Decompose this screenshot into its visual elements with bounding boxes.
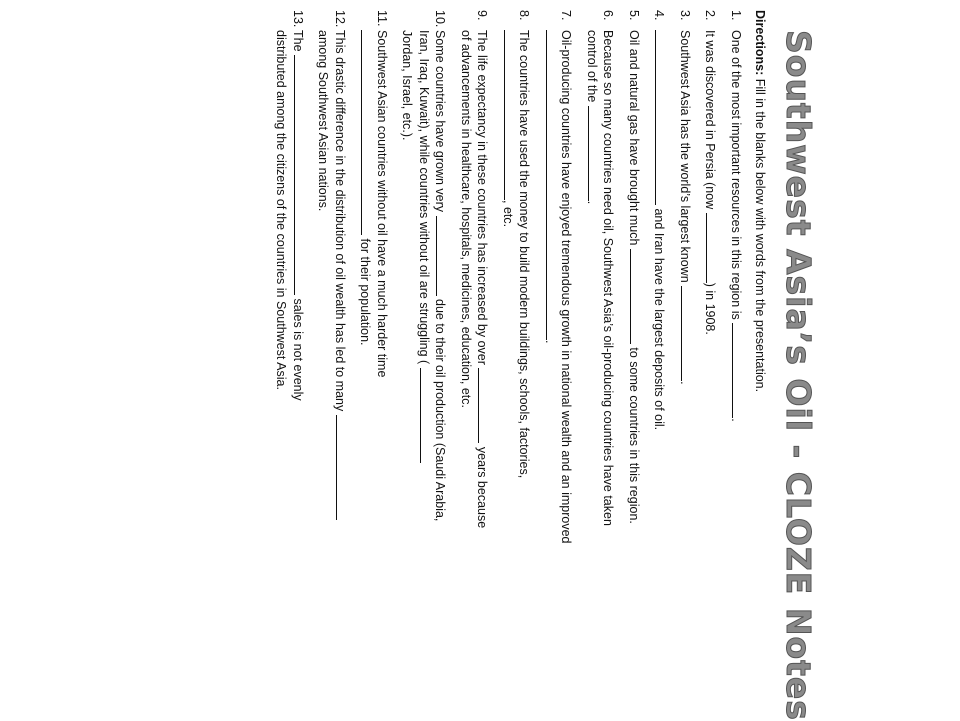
- question-text: .: [584, 200, 599, 205]
- question-number: 7.: [559, 10, 574, 21]
- directions-text: Fill in the blanks below with words from the presentation.: [753, 75, 768, 393]
- question-8: [499, 10, 532, 550]
- question-text: Southwest Asia has the world’s largest known: [677, 30, 692, 283]
- answer-blank[interactable]: [436, 216, 448, 296]
- question-text: due to their oil production (Saudi Arabia,: [433, 299, 448, 522]
- question-text: .: [542, 340, 557, 344]
- question-number: 13.: [290, 10, 305, 28]
- answer-blank[interactable]: [546, 30, 558, 340]
- question-text: to some countries in this region.: [626, 347, 641, 524]
- answer-blank[interactable]: [588, 106, 600, 201]
- question-number: 3.: [677, 10, 692, 21]
- question-text: Oil-producing countries have enjoyed tremendous growth in national wealth and an improved: [559, 30, 574, 544]
- question-text: and Iran have the largest deposits of oil.: [652, 208, 667, 431]
- question-text: Southwest Asian countries without oil have a much harder time: [374, 30, 389, 378]
- question-text: for their population.: [358, 238, 373, 346]
- worksheet-page: [140, 10, 820, 721]
- question-text: It was discovered in Persia (now: [703, 30, 718, 210]
- question-13: [273, 10, 306, 550]
- question-text: control of the: [584, 30, 599, 103]
- answer-blank[interactable]: [361, 30, 373, 235]
- question-3: [676, 10, 693, 550]
- question-text: The countries have used the money to build modern buildings, schools, factories,: [517, 30, 532, 479]
- directions: [752, 10, 769, 550]
- question-text: , etc.: [500, 200, 515, 228]
- question-text: distributed among the citizens of the countries in Southwest Asia.: [274, 30, 289, 390]
- question-text: Oil and natural gas have brought much: [626, 30, 641, 246]
- question-number: 10.: [433, 10, 448, 28]
- question-text: The life expectancy in these countries has increased by over: [475, 30, 490, 365]
- question-text: .: [677, 381, 692, 385]
- question-number: 4.: [652, 10, 667, 21]
- question-text: One of the most important resources in this region is: [728, 30, 743, 320]
- worksheet-title: Southwest Asia’s Oil - CLOZE Notes: [779, 30, 818, 721]
- question-text: Jordan, Israel, etc.).: [400, 30, 415, 141]
- question-text: of advancements in healthcare, hospitals, medicines, education, etc.: [458, 30, 473, 408]
- question-10: [399, 10, 449, 550]
- answer-blank[interactable]: [732, 323, 744, 418]
- question-text: ) in 1908.: [703, 282, 718, 335]
- question-text: Because so many countries need oil, Southwest Asia’s oil-producing countries have taken: [601, 30, 616, 526]
- question-text: This drastic difference in the distribution of oil wealth has led to many: [332, 30, 347, 412]
- question-11: [357, 10, 390, 550]
- question-number: 1.: [728, 10, 743, 21]
- question-text: Some countries have grown very: [433, 30, 448, 213]
- question-text: years because: [475, 446, 490, 529]
- directions-label: Directions:: [753, 10, 768, 76]
- question-1: [727, 10, 744, 550]
- answer-blank[interactable]: [630, 249, 642, 344]
- question-number: 9.: [475, 10, 490, 21]
- question-text: .: [728, 418, 743, 422]
- question-number: 2.: [703, 10, 718, 21]
- answer-blank[interactable]: [294, 55, 306, 295]
- question-9: [457, 10, 490, 550]
- question-number: 11.: [374, 10, 389, 27]
- question-number: 5.: [626, 10, 641, 21]
- answer-blank[interactable]: [504, 30, 516, 200]
- question-6: [583, 10, 616, 550]
- question-12: [315, 10, 348, 550]
- question-number: 6.: [601, 10, 616, 21]
- question-number: 8.: [517, 10, 532, 21]
- answer-blank[interactable]: [336, 415, 348, 520]
- question-7: [541, 10, 574, 550]
- question-2: [702, 10, 719, 550]
- answer-blank[interactable]: [420, 368, 432, 463]
- answer-blank[interactable]: [681, 286, 693, 381]
- question-text: sales is not evenly: [290, 298, 305, 401]
- question-text: The: [290, 30, 305, 52]
- question-5: [625, 10, 642, 550]
- answer-blank[interactable]: [706, 213, 718, 283]
- question-4: [651, 10, 668, 550]
- question-text: among Southwest Asian nations.: [316, 30, 331, 212]
- question-number: 12.: [332, 10, 347, 28]
- answer-blank[interactable]: [655, 30, 667, 205]
- answer-blank[interactable]: [478, 368, 490, 443]
- question-text: Iran, Iraq, Kuwait), while countries without oil are struggling (: [416, 30, 431, 365]
